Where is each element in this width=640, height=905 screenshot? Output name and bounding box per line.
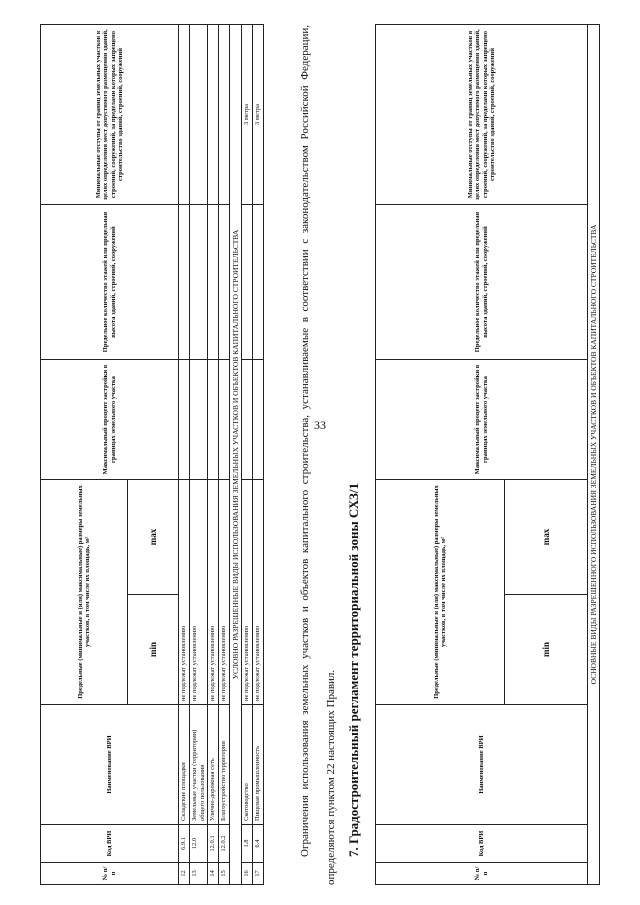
row-code: 1.8 — [241, 825, 252, 863]
row-setback — [219, 25, 230, 205]
row-percent — [241, 360, 252, 480]
regulations-table-1 — [40, 24, 264, 885]
row-name: Улично-дорожная сеть — [208, 705, 219, 825]
row-floors — [219, 205, 230, 360]
row-size: не подлежат установлению — [189, 480, 208, 705]
row-code: 6.9.1 — [179, 825, 190, 863]
header-size: Предельные (минимальные и (или) максимальные) размеры земельных участков, в том числе их площадь, м² — [41, 480, 128, 705]
row-floors — [241, 205, 252, 360]
page-number: 33 — [314, 418, 326, 432]
header-name: Наименование ВРИ — [376, 705, 588, 825]
row-percent — [219, 360, 230, 480]
row-num: 12 — [179, 863, 190, 885]
row-percent — [208, 360, 219, 480]
header-code: Код ВРИ — [376, 825, 588, 863]
row-size: не подлежат установлению — [241, 480, 252, 705]
rotated-page-content — [40, 25, 600, 885]
row-code: 12.0.1 — [208, 825, 219, 863]
row-size: не подлежат установлению — [208, 480, 219, 705]
row-num: 17 — [252, 863, 263, 885]
section-row — [588, 25, 600, 885]
restrictions-paragraph: Ограничения использования земельных участков и объектов капитального строительства, устанавливаемые в соответствии с законодательством Российской Федерации, определяются пунктом 22 настоящих Правил. — [299, 25, 337, 885]
row-floors — [179, 205, 190, 360]
header-min: min — [128, 595, 179, 705]
row-setback: 3 метра — [252, 25, 263, 205]
row-percent — [189, 360, 208, 480]
header-name: Наименование ВРИ — [41, 705, 179, 825]
row-floors — [252, 205, 263, 360]
table-row — [241, 25, 252, 885]
section-row — [229, 25, 241, 885]
row-num: 15 — [219, 863, 230, 885]
row-size: не подлежат установлению — [179, 480, 190, 705]
table-row — [252, 25, 263, 885]
row-name: Складские площадки — [179, 705, 190, 825]
table-row — [179, 25, 190, 885]
row-size: не подлежат установлению — [252, 480, 263, 705]
header-num: № п/п — [41, 863, 179, 885]
header-min: min — [505, 595, 588, 705]
row-size: не подлежат установлению — [219, 480, 230, 705]
row-name: Скотоводство — [241, 705, 252, 825]
header-setback: Минимальные отступы от границ земельных участков в целях определения мест допустимого размещения зданий, строений, сооружений, за пределами которых запрещено строительство зданий, строений, сооружений — [41, 25, 179, 205]
row-setback — [208, 25, 219, 205]
table-row — [219, 25, 230, 885]
row-name: Пищевая промышленность — [252, 705, 263, 825]
section-main: ОСНОВНЫЕ ВИДЫ РАЗРЕШЕННОГО ИСПОЛЬЗОВАНИЯ ЗЕМЕЛЬНЫХ УЧАСТКОВ И ОБЪЕКТОВ КАПИТАЛЬНОГО СТРОИТЕЛЬСТВА — [588, 25, 600, 885]
row-code: 12.0 — [189, 825, 208, 863]
table-row — [189, 25, 208, 885]
row-floors — [189, 205, 208, 360]
header-floors: Предельное количество этажей или предельная высота зданий, строений, сооружений — [41, 205, 179, 360]
header-code: Код ВРИ — [41, 825, 179, 863]
section-heading: 7. Градостроительный регламент территориальной зоны СХЗ/1 — [346, 483, 361, 857]
row-num: 16 — [241, 863, 252, 885]
header-floors: Предельное количество этажей или предельная высота зданий, строений, сооружений — [376, 205, 588, 360]
table-row — [208, 25, 219, 885]
section-conditional: УСЛОВНО РАЗРЕШЕННЫЕ ВИДЫ ИСПОЛЬЗОВАНИЯ ЗЕМЕЛЬНЫХ УЧАСТКОВ И ОБЪЕКТОВ КАПИТАЛЬНОГО СТРОИТЕЛЬСТВА — [229, 25, 241, 885]
header-max: max — [505, 480, 588, 595]
row-floors — [208, 205, 219, 360]
row-name: Благоустройство территории — [219, 705, 230, 825]
row-percent — [179, 360, 190, 480]
header-setback: Минимальные отступы от границ земельных участков в целях определения мест допустимого размещения зданий, строений, сооружений, за пределами которых запрещено строительство зданий, строений, сооружений — [376, 25, 588, 205]
row-setback — [179, 25, 190, 205]
row-percent — [252, 360, 263, 480]
row-num: 13 — [189, 863, 208, 885]
row-name: Земельные участки (территории) общего пользования — [189, 705, 208, 825]
row-num: 14 — [208, 863, 219, 885]
regulations-table-2 — [375, 24, 600, 885]
header-num: № п/п — [376, 863, 588, 885]
header-percent: Максимальный процент застройки в границах земельного участка — [376, 360, 588, 480]
header-max: max — [128, 480, 179, 595]
row-code: 12.0.2 — [219, 825, 230, 863]
row-setback — [189, 25, 208, 205]
header-size: Предельные (минимальные и (или) максимальные) размеры земельных участков, в том числе их площадь, м² — [376, 480, 505, 705]
header-percent: Максимальный процент застройки в границах земельного участка — [41, 360, 179, 480]
row-code: 6.4 — [252, 825, 263, 863]
row-setback: 3 метра — [241, 25, 252, 205]
